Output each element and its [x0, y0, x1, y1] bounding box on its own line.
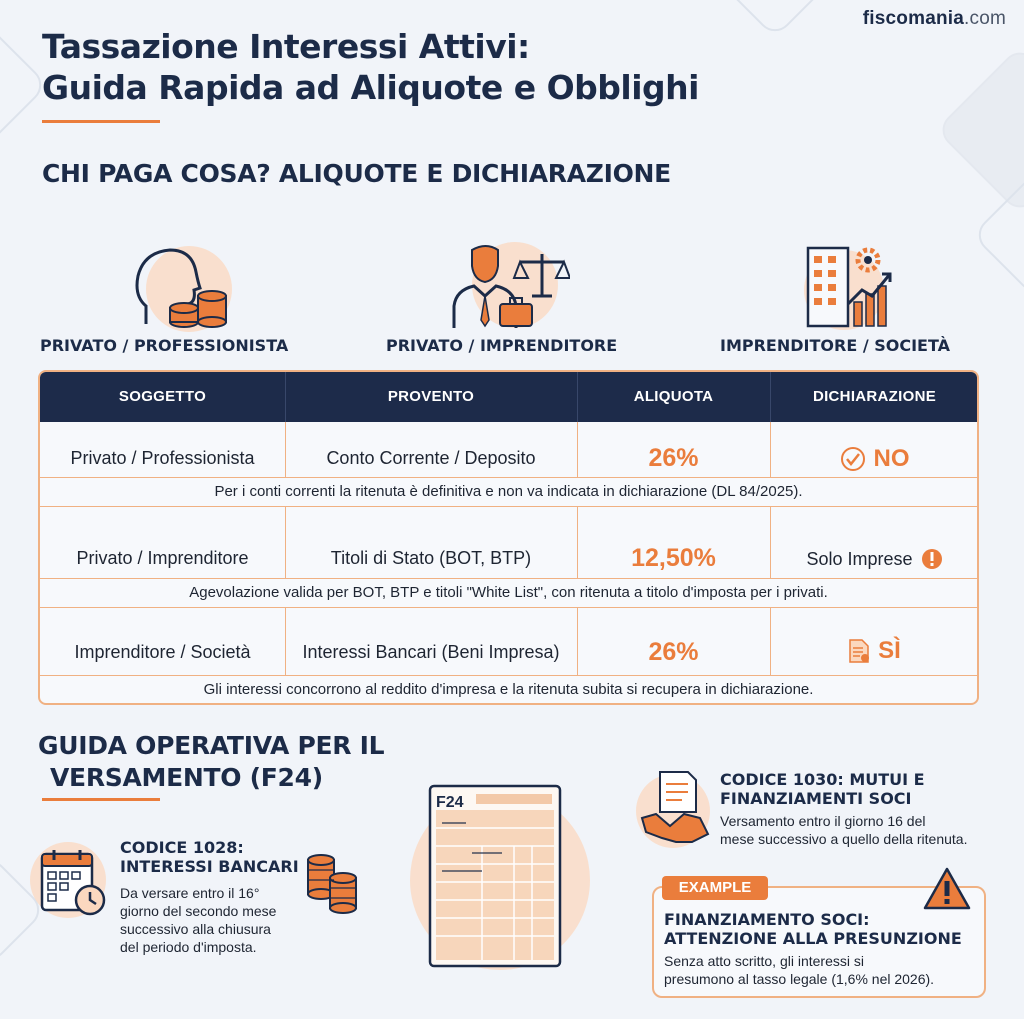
exclamation-circle-icon [921, 548, 943, 570]
description-line: Da versare entro il 16° [120, 885, 260, 901]
section-heading-tax-rates: CHI PAGA COSA? ALIQUOTE E DICHIARAZIONE [42, 159, 671, 188]
cell-subject: Privato / Professionista [70, 448, 255, 468]
description-line: successivo alla chiusura [120, 921, 271, 937]
code-1028-title [120, 838, 299, 876]
column-header-income: PROVENTO [387, 388, 475, 405]
person-head-coins-icon [126, 246, 236, 330]
cell-income: Conto Corrente / Deposito [326, 448, 536, 468]
declaration-value: Solo Imprese [806, 548, 913, 569]
calendar-clock-icon [40, 848, 112, 920]
section-heading-line1: GUIDA OPERATIVA PER IL [38, 731, 385, 760]
code-1030-description [720, 812, 967, 848]
section-heading-line2: VERSAMENTO (F24) [50, 763, 323, 792]
businessman-scales-briefcase-icon [450, 240, 570, 330]
code-title-line2: INTERESSI BANCARI [120, 857, 299, 876]
description-line: presumono al tasso legale (1,6% nel 2026). [664, 971, 935, 987]
tax-rates-table [38, 370, 979, 705]
section-underline [42, 798, 160, 801]
brand-name: fiscomania [862, 8, 965, 29]
description-line: Versamento entro il giorno 16 del [720, 813, 926, 829]
example-description [664, 952, 934, 988]
code-title-line1: CODICE 1028: [120, 838, 244, 857]
column-header-subject: SOGGETTO [118, 388, 207, 405]
description-line: del periodo d'imposta. [120, 939, 257, 955]
brand-suffix: .com [964, 8, 1006, 29]
check-circle-icon [840, 446, 866, 472]
code-1030-title [720, 770, 925, 808]
example-title-line2: ATTENZIONE ALLA PRESUNZIONE [664, 929, 962, 948]
example-title-line1: FINANZIAMENTO SOCI: [664, 910, 870, 929]
column-header-declaration: DICHIARAZIONE [812, 388, 937, 405]
example-title [664, 910, 962, 948]
row-note: Per i conti correnti la ritenuta è definitiva e non va indicata in dichiarazione (DL 84/2025). [214, 483, 803, 500]
declaration-value: SÌ [878, 637, 901, 664]
page-title [42, 26, 699, 108]
category-label: IMPRENDITORE / SOCIETÀ [720, 336, 951, 355]
cell-income: Titoli di Stato (BOT, BTP) [330, 548, 532, 568]
brand-logo [863, 8, 1006, 30]
cell-declaration [770, 442, 979, 476]
description-line: mese successivo a quello della ritenuta. [720, 831, 968, 847]
code-title-line1: CODICE 1030: MUTUI E [720, 770, 925, 789]
code-1028-description [120, 884, 276, 956]
buildings-gear-chart-icon [804, 240, 904, 328]
warning-triangle-icon [922, 866, 972, 912]
handshake-document-icon [640, 768, 716, 848]
row-note: Agevolazione valida per BOT, BTP e titoli "White List", con ritenuta a titolo d'imposta per i privati. [189, 584, 828, 601]
cell-rate: 12,50% [631, 544, 716, 572]
section-heading-f24-guide [38, 730, 384, 794]
cell-subject: Imprenditore / Società [74, 642, 251, 662]
row-note: Gli interessi concorrono al reddito d'impresa e la ritenuta subita si recupera in dichiarazione. [203, 681, 814, 698]
description-line: Senza atto scritto, gli interessi si [664, 953, 864, 969]
cell-declaration [770, 542, 979, 576]
example-tag: EXAMPLE [662, 876, 768, 900]
page-title-line2: Guida Rapida ad Aliquote e Obblighi [42, 68, 699, 107]
description-line: giorno del secondo mese [120, 903, 277, 919]
cell-subject: Privato / Imprenditore [76, 548, 249, 568]
declaration-value: NO [873, 445, 910, 472]
title-underline [42, 120, 160, 123]
column-header-rate: ALIQUOTA [633, 388, 714, 405]
cell-income: Interessi Bancari (Beni Impresa) [302, 642, 560, 662]
coins-icon [302, 852, 362, 914]
category-label: PRIVATO / IMPRENDITORE [386, 336, 618, 355]
code-title-line2: FINANZIAMENTI SOCI [720, 789, 912, 808]
table-header [40, 372, 977, 422]
f24-label: F24 [436, 794, 464, 811]
background-decoration [711, 0, 838, 39]
cell-declaration [770, 634, 979, 668]
cell-rate: 26% [648, 444, 699, 472]
cell-rate: 26% [648, 638, 699, 666]
document-icon [848, 638, 870, 664]
category-label: PRIVATO / PROFESSIONISTA [40, 336, 289, 355]
page-title-line1: Tassazione Interessi Attivi: [42, 27, 530, 66]
background-decoration [935, 45, 1024, 215]
